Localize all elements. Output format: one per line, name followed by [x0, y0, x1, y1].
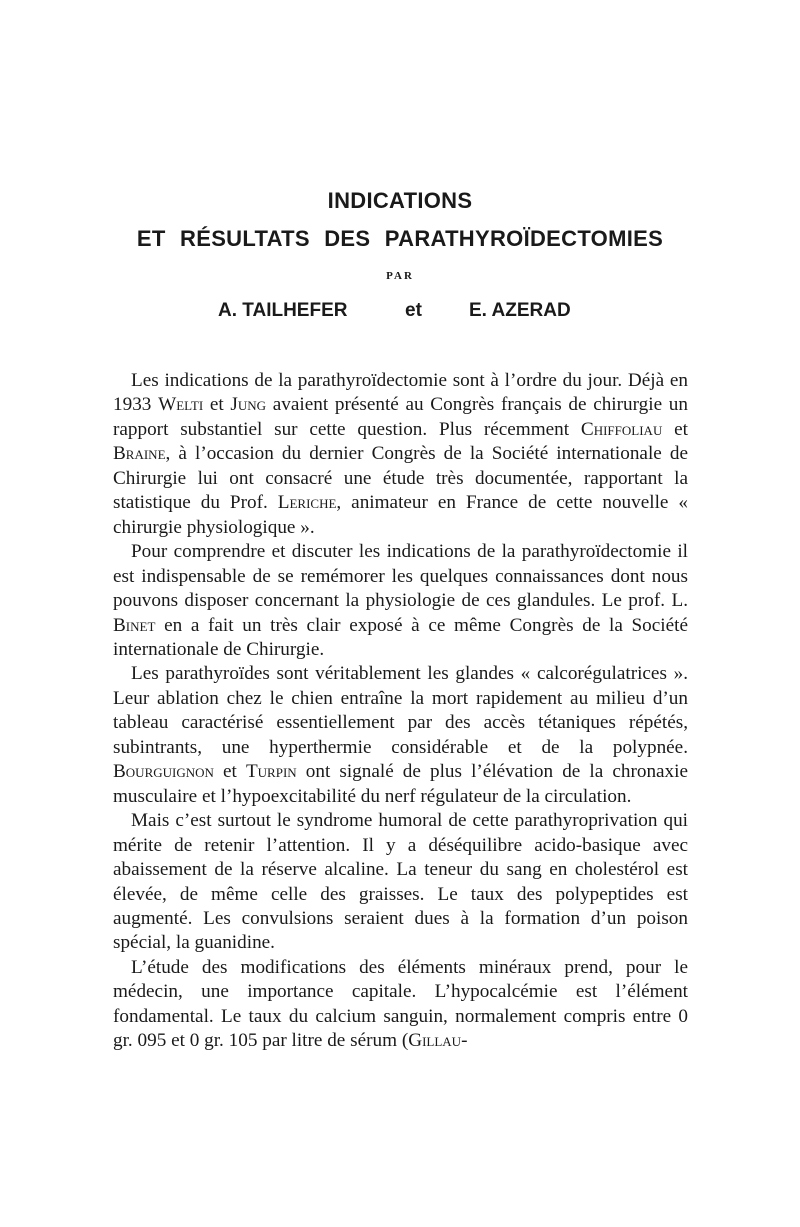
title-line-2: ET RÉSULTATS DES PARATHYROÏDECTOMIES: [136, 226, 664, 251]
name-braine: Braine: [113, 443, 166, 465]
paragraph-3: [113, 662, 688, 809]
name-gillau: Gillau-: [408, 1030, 468, 1052]
p1-text-b: et: [203, 394, 231, 416]
author-conjunction: et: [405, 300, 422, 321]
name-welti: Welti: [158, 394, 204, 416]
paragraph-4: Mais c’est surtout le syndrome humoral de cette parathyroprivation qui mérite de retenir l’attention. Il y a déséquilibre acido-basique avec abaissement de la réserve alcaline. La teneur du sang en cholestérol est élevée, de même celle des graisses. Le taux des polypeptides est augmenté. Les convulsions seraient dues à la formation d’un poison spécial, la guanidine.: [113, 810, 688, 954]
p1-text-a: Les indications de la parathyroïdectomie sont à l’ordre du jour. Déjà en 1933: [113, 370, 688, 416]
p1-text-d: et: [662, 418, 688, 440]
author-tailhefer: A. TAILHEFER: [218, 300, 348, 321]
paragraph-2: [113, 540, 688, 662]
name-leriche: Leriche: [277, 492, 337, 514]
p3-text-b: et: [213, 761, 246, 783]
name-jung: Jung: [230, 394, 267, 416]
p1-text-c: avaient présenté au Congrès français de chirurgie un rapport substantiel sur cette question. Plus récemment: [113, 394, 688, 440]
p1-text-f: , animateur en France de cette nouvelle « chirurgie physiologique ».: [113, 492, 688, 538]
paragraph-1: [113, 369, 688, 540]
p1-text-e: , à l’occasion du dernier Congrès de la Société internationale de Chirurgie lui ont consacré une étude très documentée, rapportant la statistique du Prof.: [113, 443, 688, 514]
p5-text-a: L’étude des modifications des éléments minéraux prend, pour le médecin, une importance capitale. L’hypocalcémie est l’élément fondamental. Le taux du calcium sanguin, normalement compris entre 0 gr. 095 et 0 gr. 105 par litre de sérum (: [113, 956, 688, 1052]
p2-text-b: en a fait un très clair exposé à ce même Congrès de la Société internationale de Chirurgie.: [113, 614, 688, 660]
name-binet: Binet: [113, 614, 156, 636]
name-turpin: Turpin: [245, 761, 297, 783]
name-chiffoliau: Chiffoliau: [580, 418, 663, 440]
title-line-1: INDICATIONS: [327, 188, 473, 213]
p3-text-c: ont signalé de plus l’élévation de la chronaxie musculaire et l’hypoexcitabilité du nerf régulateur de la circulation.: [113, 761, 688, 807]
name-bourguignon: Bourguignon: [113, 761, 214, 783]
paragraph-5: [113, 956, 688, 1054]
p3-text-a: Les parathyroïdes sont véritablement les glandes « calcorégulatrices ». Leur ablation chez le chien entraîne la mort rapidement au milieu d’un tableau caractérisé essentiellement par des accès tétaniques répétés, subintrants, une hyperthermie considérable et de la polypnée.: [113, 663, 688, 758]
byline-par: PAR: [386, 270, 414, 282]
author-azerad: E. AZERAD: [469, 300, 571, 321]
p2-text-a: Pour comprendre et discuter les indications de la parathyroïdectomie il est indispensable de se remémorer les quelques connaissances dont nous pouvons disposer concernant la physiologie de ces glandules. Le prof. L.: [113, 541, 688, 612]
body-text: [113, 369, 688, 1054]
